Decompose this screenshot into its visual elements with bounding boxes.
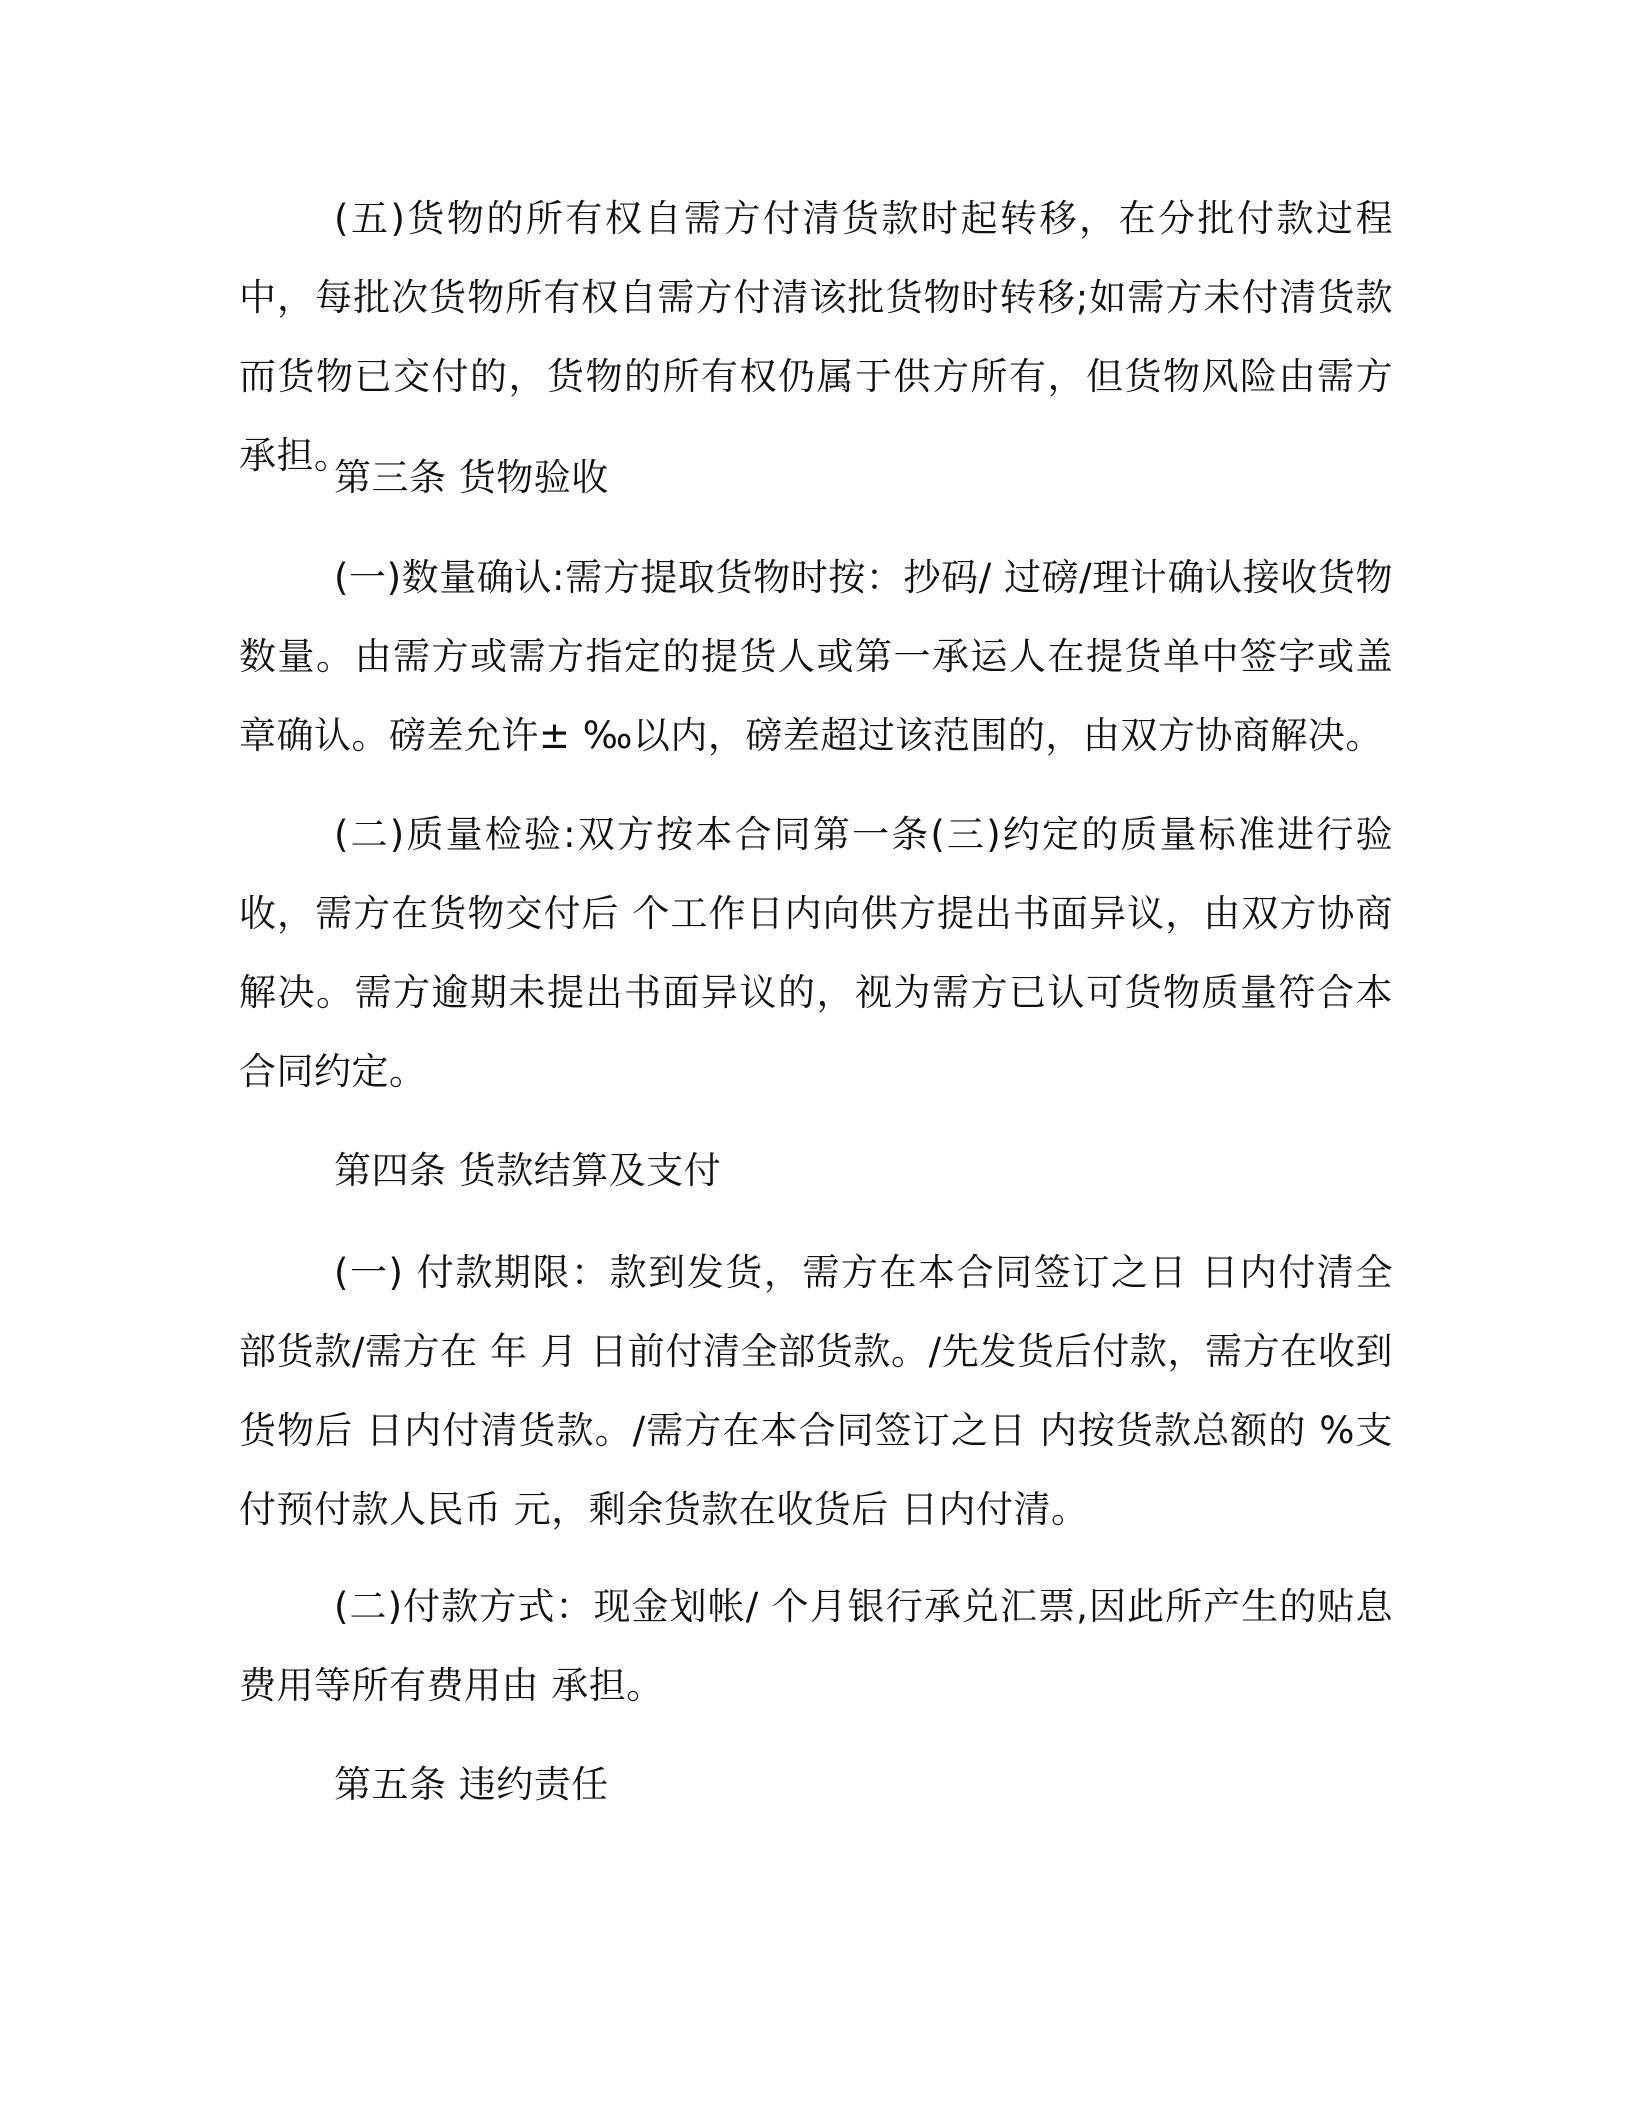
paragraph-quantity-confirmation: (一)数量确认:需方提取货物时按：抄码/ 过磅/理计确认接收货物数量。由需方或需方指定的提货人或第一承运人在提货单中签字或盖章确认。磅差允许± ‰以内，磅差超过该范围的，由双方协商解决。	[239, 556, 1393, 757]
article-3-heading: 第三条 货物验收	[334, 456, 609, 499]
article-5-heading: 第五条 违约责任	[334, 1763, 609, 1806]
article-4-heading: 第四条 货款结算及支付	[334, 1149, 722, 1192]
paragraph-payment-term: (一) 付款期限：款到发货，需方在本合同签订之日 日内付清全部货款/需方在 年 月 日前付清全部货款。/先发货后付款，需方在收到货物后 日内付清货款。/需方在本合同签订之日 内按货款总额的 %支付预付款人民币 元，剩余货款在收货后 日内付清。	[239, 1251, 1393, 1531]
paragraph-quality-inspection: (二)质量检验:双方按本合同第一条(三)约定的质量标准进行验收，需方在货物交付后 个工作日内向供方提出书面异议，由双方协商解决。需方逾期未提出书面异议的，视为需方已认可货物质量符合本合同约定。	[239, 813, 1393, 1093]
paragraph-ownership-transfer: (五)货物的所有权自需方付清货款时起转移，在分批付款过程中，每批次货物所有权自需方付清该批货物时转移;如需方未付清货款而货物已交付的，货物的所有权仍属于供方所有，但货物风险由需方承担。	[239, 197, 1393, 477]
paragraph-payment-method: (二)付款方式：现金划帐/ 个月银行承兑汇票,因此所产生的贴息费用等所有费用由 承担。	[239, 1585, 1393, 1707]
